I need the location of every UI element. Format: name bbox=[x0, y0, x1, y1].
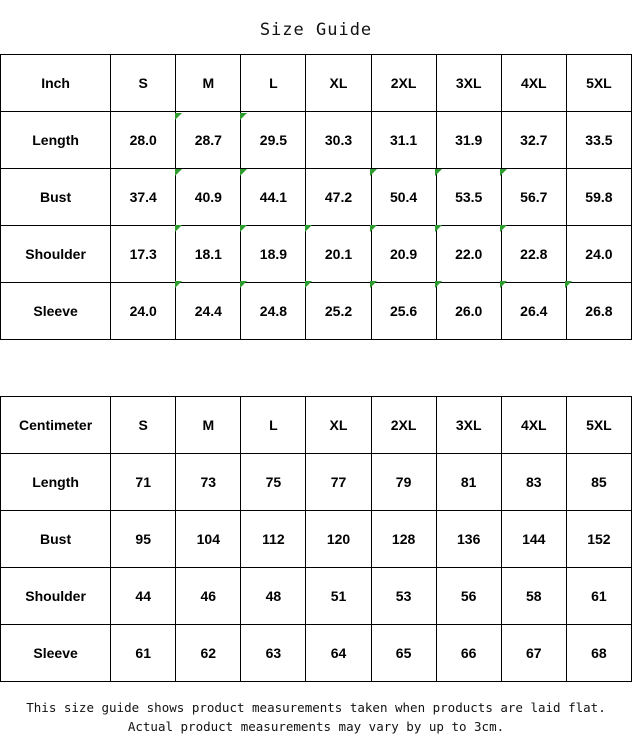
column-header-s: S bbox=[111, 397, 176, 454]
cell-value: 64 bbox=[306, 625, 371, 682]
cell-value: 31.9 bbox=[436, 112, 501, 169]
cell-value: 73 bbox=[176, 454, 241, 511]
table-header-row bbox=[1, 55, 632, 112]
footnote-text: This size guide shows product measurements taken when products are laid flat. Actual product measurements may vary by up to 3cm. bbox=[26, 700, 606, 735]
column-header-4xl: 4XL bbox=[501, 397, 566, 454]
column-header-xl: XL bbox=[306, 397, 371, 454]
cell-value: 59.8 bbox=[566, 169, 631, 226]
table-row bbox=[1, 568, 632, 625]
cell-value: 26.8 bbox=[566, 283, 631, 340]
cell-value: 30.3 bbox=[306, 112, 371, 169]
column-header-2xl: 2XL bbox=[371, 55, 436, 112]
column-header-5xl: 5XL bbox=[566, 55, 631, 112]
column-header-m: M bbox=[176, 397, 241, 454]
column-header-3xl: 3XL bbox=[436, 397, 501, 454]
cell-value: 18.1 bbox=[176, 226, 241, 283]
cell-value: 51 bbox=[306, 568, 371, 625]
cell-value: 32.7 bbox=[501, 112, 566, 169]
cell-value: 53 bbox=[371, 568, 436, 625]
cell-value: 29.5 bbox=[241, 112, 306, 169]
cell-value: 44.1 bbox=[241, 169, 306, 226]
table-row bbox=[1, 283, 632, 340]
column-header-3xl: 3XL bbox=[436, 55, 501, 112]
cell-value: 37.4 bbox=[111, 169, 176, 226]
column-header-2xl: 2XL bbox=[371, 397, 436, 454]
cell-value: 152 bbox=[566, 511, 631, 568]
cell-value: 24.4 bbox=[176, 283, 241, 340]
cell-value: 26.0 bbox=[436, 283, 501, 340]
table-row bbox=[1, 625, 632, 682]
table-row bbox=[1, 454, 632, 511]
row-label-bust: Bust bbox=[1, 511, 111, 568]
cell-value: 56 bbox=[436, 568, 501, 625]
table-row bbox=[1, 226, 632, 283]
table-row bbox=[1, 112, 632, 169]
column-header-l: L bbox=[241, 397, 306, 454]
cell-value: 24.8 bbox=[241, 283, 306, 340]
column-header-s: S bbox=[111, 55, 176, 112]
cell-value: 68 bbox=[566, 625, 631, 682]
cell-value: 53.5 bbox=[436, 169, 501, 226]
unit-header-centimeter: Centimeter bbox=[1, 397, 111, 454]
cell-value: 31.1 bbox=[371, 112, 436, 169]
cell-value: 79 bbox=[371, 454, 436, 511]
cell-value: 63 bbox=[241, 625, 306, 682]
cell-value: 61 bbox=[111, 625, 176, 682]
cell-value: 44 bbox=[111, 568, 176, 625]
cell-value: 17.3 bbox=[111, 226, 176, 283]
cell-value: 71 bbox=[111, 454, 176, 511]
table-header-row bbox=[1, 397, 632, 454]
cell-value: 83 bbox=[501, 454, 566, 511]
cell-value: 75 bbox=[241, 454, 306, 511]
cell-value: 22.8 bbox=[501, 226, 566, 283]
cell-value: 58 bbox=[501, 568, 566, 625]
cell-value: 24.0 bbox=[566, 226, 631, 283]
cell-value: 112 bbox=[241, 511, 306, 568]
table-row bbox=[1, 511, 632, 568]
cell-value: 25.2 bbox=[306, 283, 371, 340]
cell-value: 22.0 bbox=[436, 226, 501, 283]
row-label-sleeve: Sleeve bbox=[1, 283, 111, 340]
cell-value: 144 bbox=[501, 511, 566, 568]
cell-value: 33.5 bbox=[566, 112, 631, 169]
page-title: Size Guide bbox=[259, 20, 373, 40]
column-header-l: L bbox=[241, 55, 306, 112]
column-header-m: M bbox=[176, 55, 241, 112]
cell-value: 62 bbox=[176, 625, 241, 682]
cell-value: 26.4 bbox=[501, 283, 566, 340]
cell-value: 48 bbox=[241, 568, 306, 625]
row-label-length: Length bbox=[1, 112, 111, 169]
cell-value: 46 bbox=[176, 568, 241, 625]
cell-value: 65 bbox=[371, 625, 436, 682]
cell-value: 61 bbox=[566, 568, 631, 625]
cell-value: 136 bbox=[436, 511, 501, 568]
cell-value: 95 bbox=[111, 511, 176, 568]
column-header-4xl: 4XL bbox=[501, 55, 566, 112]
size-table-inch bbox=[0, 54, 632, 340]
cell-value: 20.1 bbox=[306, 226, 371, 283]
cell-value: 128 bbox=[371, 511, 436, 568]
cell-value: 67 bbox=[501, 625, 566, 682]
row-label-length: Length bbox=[1, 454, 111, 511]
cell-value: 28.0 bbox=[111, 112, 176, 169]
cell-value: 50.4 bbox=[371, 169, 436, 226]
cell-value: 40.9 bbox=[176, 169, 241, 226]
cell-value: 104 bbox=[176, 511, 241, 568]
size-table-centimeter bbox=[0, 396, 632, 682]
table-separator bbox=[0, 340, 632, 396]
column-header-5xl: 5XL bbox=[566, 397, 631, 454]
row-label-bust: Bust bbox=[1, 169, 111, 226]
row-label-sleeve: Sleeve bbox=[1, 625, 111, 682]
cell-value: 77 bbox=[306, 454, 371, 511]
cell-value: 66 bbox=[436, 625, 501, 682]
table-row bbox=[1, 169, 632, 226]
cell-value: 24.0 bbox=[111, 283, 176, 340]
row-label-shoulder: Shoulder bbox=[1, 226, 111, 283]
row-label-shoulder: Shoulder bbox=[1, 568, 111, 625]
cell-value: 25.6 bbox=[371, 283, 436, 340]
cell-value: 85 bbox=[566, 454, 631, 511]
unit-header-inch: Inch bbox=[1, 55, 111, 112]
cell-value: 20.9 bbox=[371, 226, 436, 283]
column-header-xl: XL bbox=[306, 55, 371, 112]
cell-value: 120 bbox=[306, 511, 371, 568]
cell-value: 56.7 bbox=[501, 169, 566, 226]
cell-value: 28.7 bbox=[176, 112, 241, 169]
cell-value: 81 bbox=[436, 454, 501, 511]
cell-value: 47.2 bbox=[306, 169, 371, 226]
cell-value: 18.9 bbox=[241, 226, 306, 283]
